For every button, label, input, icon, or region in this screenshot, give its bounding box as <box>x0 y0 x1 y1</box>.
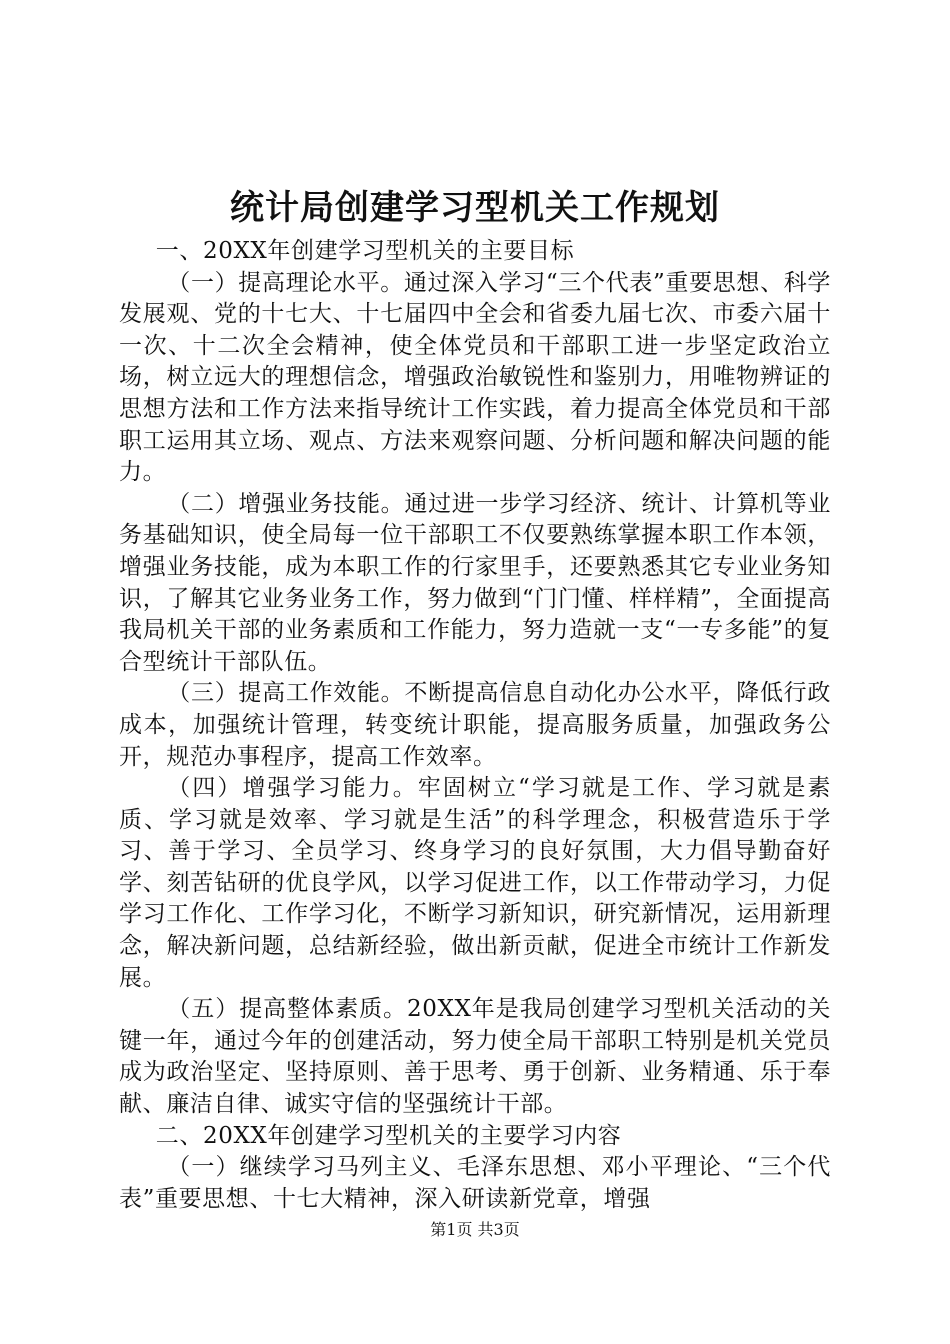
paragraph-goal-3: （三）提高工作效能。不断提高信息自动化办公水平，降低行政成本，加强统计管理，转变统计职能，提高服务质量，加强政务公开，规范办事程序，提高工作效率。 <box>119 680 831 770</box>
paragraph-goal-5: （五）提高整体素质。20XX年是我局创建学习型机关活动的关键一年，通过今年的创建活动，努力使全局干部职工特别是机关党员成为政治坚定、坚持原则、善于思考、勇于创新、业务精通、乐于奉献、廉洁自律、诚实守信的坚强统计干部。 <box>119 996 831 1118</box>
page-footer: 第1页 共3页 <box>430 1220 520 1239</box>
document-title: 统计局创建学习型机关工作规划 <box>230 188 720 228</box>
paragraph-goal-4: （四）增强学习能力。牢固树立“学习就是工作、学习就是素质、学习就是效率、学习就是生活”的科学理念，积极营造乐于学习、善于学习、全员学习、终身学习的良好氛围，大力倡导勤奋好学、刻苦钻研的优良学风，以学习促进工作，以工作带动学习，力促学习工作化、工作学习化，不断学习新知识，研究新情况，运用新理念，解决新问题，总结新经验，做出新贡献，促进全市统计工作新发展。 <box>119 775 831 991</box>
section-heading-1: 一、20XX年创建学习型机关的主要目标 <box>155 238 575 264</box>
paragraph-content-1: （一）继续学习马列主义、毛泽东思想、邓小平理论、“三个代表”重要思想、十七大精神，深入研读新党章，增强 <box>119 1154 831 1212</box>
paragraph-goal-1: （一）提高理论水平。通过深入学习“三个代表”重要思想、科学发展观、党的十七大、十七届四中全会和省委九届七次、市委六届十一次、十二次全会精神，使全体党员和干部职工进一步坚定政治立场，树立远大的理想信念，增强政治敏锐性和鉴别力，用唯物辨证的思想方法和工作方法来指导统计工作实践，着力提高全体党员和干部职工运用其立场、观点、方法来观察问题、分析问题和解决问题的能力。 <box>119 269 831 486</box>
paragraph-goal-2: （二）增强业务技能。通过进一步学习经济、统计、计算机等业务基础知识，使全局每一位干部职工不仅要熟练掌握本职工作本领，增强业务技能，成为本职工作的行家里手，还要熟悉其它专业业务知识，了解其它业务业务工作，努力做到“门门懂、样样精”，全面提高我局机关干部的业务素质和工作能力，努力造就一支“一专多能”的复合型统计干部队伍。 <box>119 490 831 675</box>
document-body <box>119 236 831 1215</box>
section-heading-2: 二、20XX年创建学习型机关的主要学习内容 <box>155 1122 622 1149</box>
